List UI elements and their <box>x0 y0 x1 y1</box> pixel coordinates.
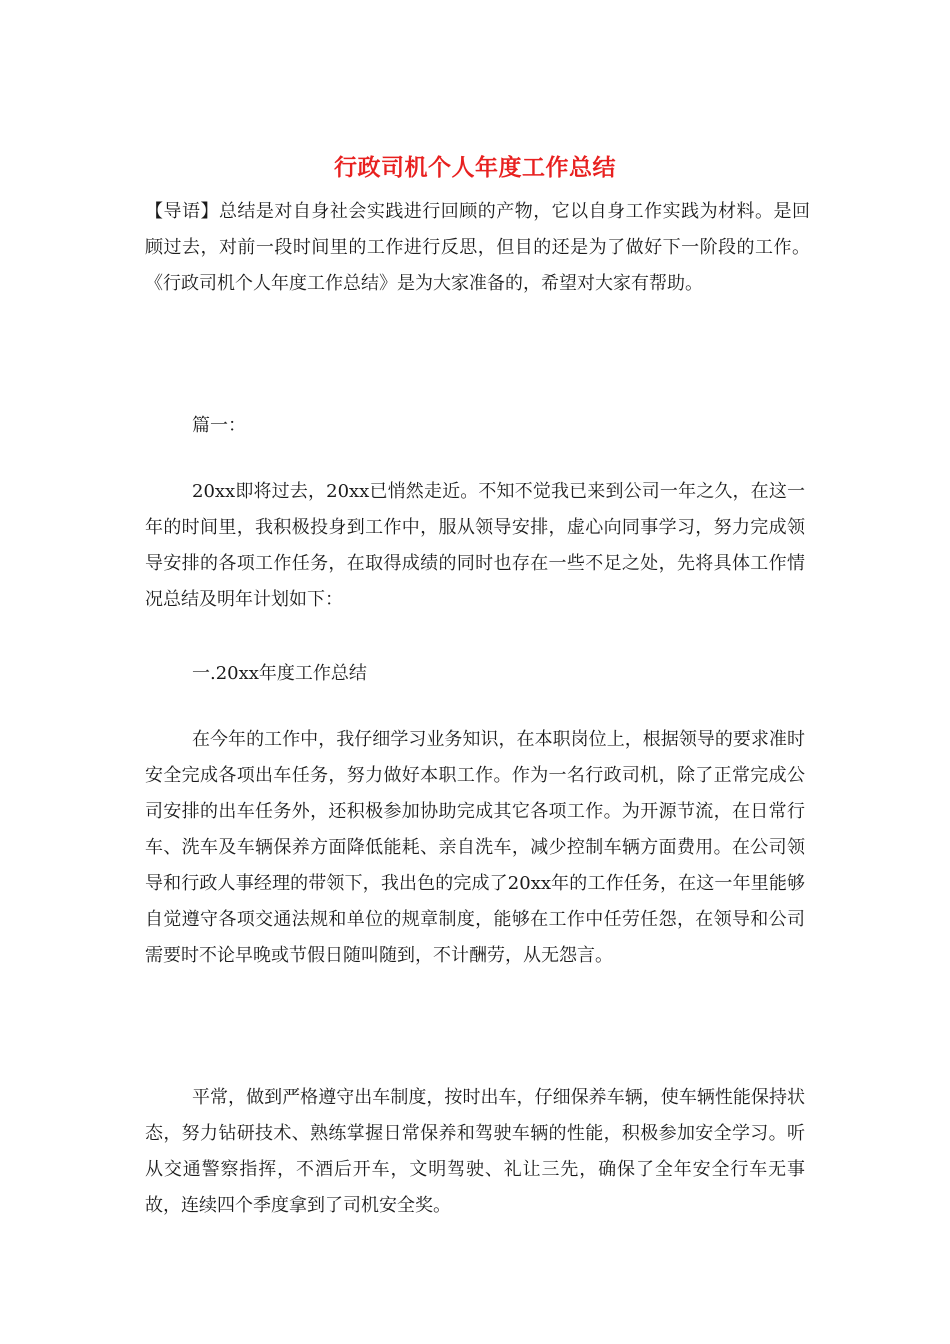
body-paragraph-1: 20xx即将过去，20xx已悄然走近。不知不觉我已来到公司一年之久，在这一年的时间里，我积极投身到工作中，服从领导安排，虚心向同事学习，努力完成领导安排的各项工作任务，在取得成绩的同时也存在一些不足之处，先将具体工作情况总结及明年计划如下： <box>145 481 805 610</box>
body-paragraph-2: 在今年的工作中，我仔细学习业务知识，在本职岗位上，根据领导的要求准时安全完成各项出车任务，努力做好本职工作。作为一名行政司机，除了正常完成公司安排的出车任务外，还积极参加协助完成其它各项工作。为开源节流，在日常行车、洗车及车辆保养方面降低能耗、亲自洗车，减少控制车辆方面费用。在公司领导和行政人事经理的带领下，我出色的完成了20xx年的工作任务，在这一年里能够自觉遵守各项交通法规和单位的规章制度，能够在工作中任劳任怨，在领导和公司需要时不论早晚或节假日随叫随到，不计酬劳，从无怨言。 <box>145 729 805 966</box>
section-label: 篇一： <box>192 415 246 436</box>
subheading: 一.20xx年度工作总结 <box>192 663 367 684</box>
body-paragraph-3: 平常，做到严格遵守出车制度，按时出车，仔细保养车辆，使车辆性能保持状态，努力钻研技术、熟练掌握日常保养和驾驶车辆的性能，积极参加安全学习。听从交通警察指挥，不酒后开车，文明驾驶、礼让三先，确保了全年安全行车无事故，连续四个季度拿到了司机安全奖。 <box>145 1087 805 1216</box>
document-title: 行政司机个人年度工作总结 <box>334 154 616 181</box>
intro-paragraph: 【导语】总结是对自身社会实践进行回顾的产物，它以自身工作实践为材料。是回顾过去，对前一段时间里的工作进行反思，但目的还是为了做好下一阶段的工作。《行政司机个人年度工作总结》是为大家准备的，希望对大家有帮助。 <box>145 201 810 294</box>
